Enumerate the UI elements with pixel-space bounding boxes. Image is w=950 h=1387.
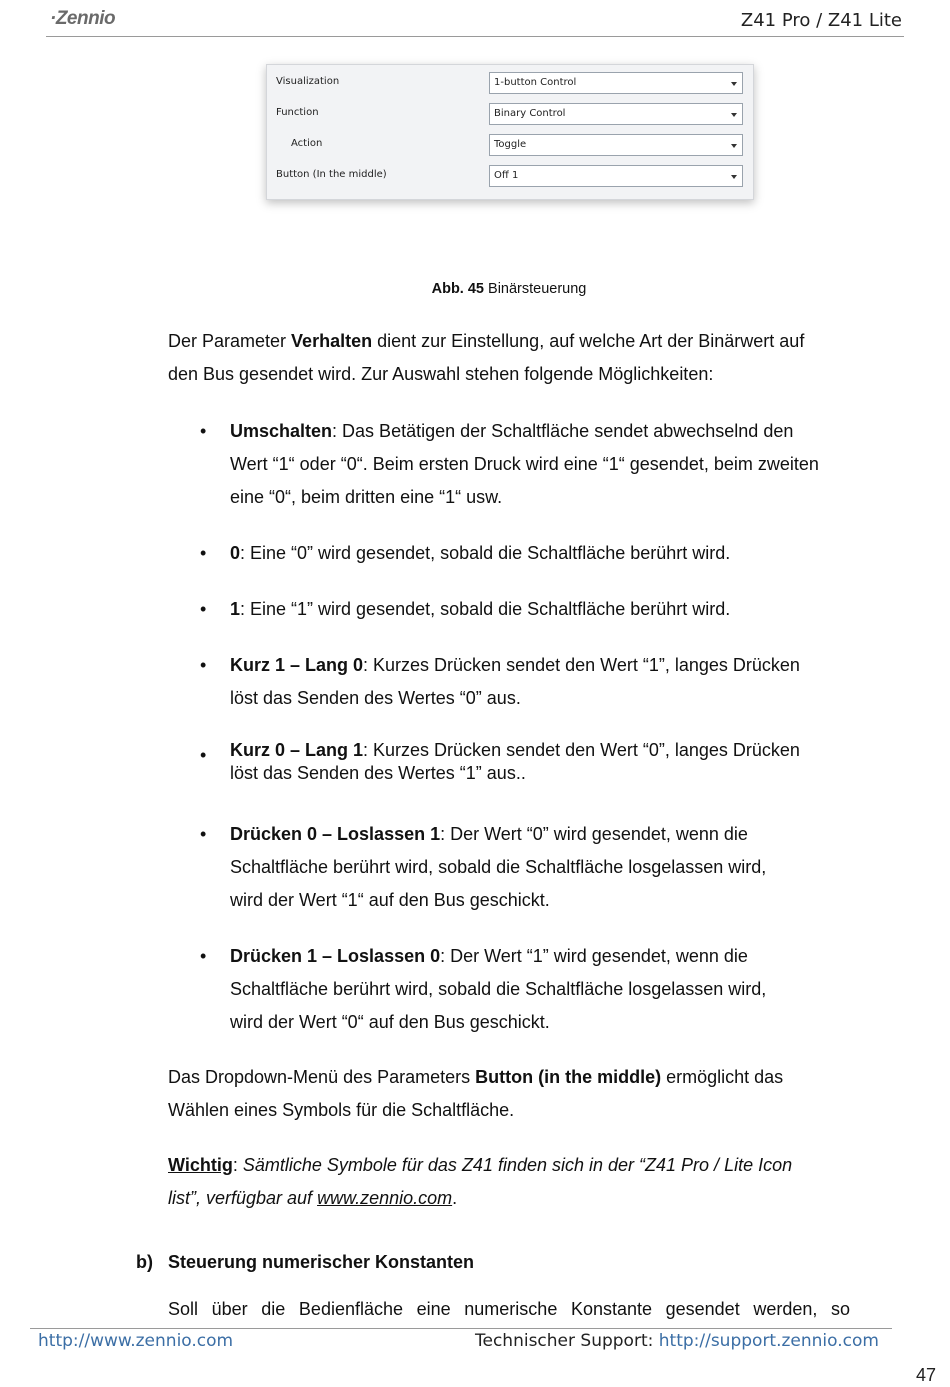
caption-text: Binärsteuerung (484, 281, 587, 297)
important-note-line-1 (168, 1149, 858, 1182)
function-select[interactable] (489, 103, 743, 125)
visualization-label: Visualization (276, 76, 340, 87)
bullet-kurz1-lang0-line-2: löst das Senden des Wertes “0” aus. (230, 688, 521, 708)
section-heading: Steuerung numerischer Konstanten (168, 1252, 475, 1272)
bullet-druecken1-loslassen0 (230, 940, 858, 973)
option-name: Kurz 1 – Lang 0 (230, 655, 364, 675)
param-name-verhalten: Verhalten (291, 331, 373, 351)
param-name-button-middle: Button (in the middle) (475, 1067, 662, 1087)
bullet-umschalten-line-3: eine “0“, beim dritten eine “1“ usw. (230, 487, 503, 507)
bullet-icon: • (200, 655, 207, 675)
action-value: Toggle (494, 139, 527, 150)
text: ermöglicht das (661, 1067, 784, 1087)
bullet-druecken0-loslassen1-line-2: Schaltfläche berührt wird, sobald die Schaltfläche losgelassen wird, (230, 857, 767, 877)
visualization-select[interactable] (489, 72, 743, 94)
action-label: Action (291, 138, 323, 149)
caption-number: Abb. 45 (431, 281, 484, 297)
action-select[interactable] (489, 134, 743, 156)
intro-line-1 (168, 325, 858, 358)
text: : Der Wert “1” wird gesendet, wenn die (440, 946, 748, 966)
bullet-zero (230, 537, 858, 570)
footer-divider (30, 1328, 892, 1329)
option-name: Drücken 0 – Loslassen 1 (230, 824, 441, 844)
bullet-icon: • (200, 421, 207, 441)
text: . (452, 1188, 458, 1208)
section-letter: b) (136, 1252, 153, 1272)
page-number: 47 (915, 1365, 936, 1385)
section-first-line: Soll über die Bedienfläche eine numerische Konstante gesendet werden, so (168, 1299, 850, 1319)
text: : Kurzes Drücken sendet den Wert “1”, langes Drücken (363, 655, 800, 675)
chevron-down-icon (731, 144, 737, 148)
intro-line-2: den Bus gesendet wird. Zur Auswahl stehen folgende Möglichkeiten: (168, 364, 714, 384)
visualization-value: 1-button Control (494, 77, 577, 88)
button-middle-label: Button (In the middle) (276, 169, 387, 180)
text: : Kurzes Drücken sendet den Wert “0”, langes Drücken (363, 740, 800, 760)
bullet-kurz0-lang1-line-2: löst das Senden des Wertes “1” aus.. (230, 763, 526, 783)
support-link[interactable]: http://support.zennio.com (658, 1331, 879, 1351)
bullet-icon: • (200, 946, 207, 966)
text: : (232, 1155, 243, 1175)
text: : Der Wert “0” wird gesendet, wenn die (440, 824, 748, 844)
function-label: Function (276, 107, 319, 118)
bullet-icon: • (200, 599, 207, 619)
parameter-panel-figure (266, 64, 754, 200)
option-name: Drücken 1 – Loslassen 0 (230, 946, 441, 966)
chevron-down-icon (731, 82, 737, 86)
text: list”, verfügbar auf (168, 1188, 318, 1208)
bullet-druecken1-loslassen0-line-2: Schaltfläche berührt wird, sobald die Schaltfläche losgelassen wird, (230, 979, 767, 999)
zennio-website-link[interactable]: www.zennio.com (317, 1188, 453, 1208)
text: dient zur Einstellung, auf welche Art der Binärwert auf (372, 331, 805, 351)
bullet-druecken0-loslassen1 (230, 818, 858, 851)
text: Das Dropdown-Menü des Parameters (168, 1067, 476, 1087)
option-name: Kurz 0 – Lang 1 (230, 740, 364, 760)
important-note-line-2 (168, 1182, 858, 1215)
function-value: Binary Control (494, 108, 566, 119)
zennio-logo: ·Zennio (50, 8, 116, 29)
bullet-icon: • (200, 543, 207, 563)
bullet-one (230, 593, 858, 626)
bullet-kurz0-lang1 (230, 739, 858, 762)
footer-support (475, 1331, 879, 1351)
option-name: 1 (230, 599, 241, 619)
option-name: 0 (230, 543, 241, 563)
bullet-icon: • (200, 824, 207, 844)
button-middle-select[interactable] (489, 165, 743, 187)
bullet-icon: • (200, 745, 207, 765)
text: : Eine “1” wird gesendet, sobald die Schaltfläche berührt wird. (240, 599, 731, 619)
important-label: Wichtig (168, 1155, 233, 1175)
bullet-kurz1-lang0 (230, 649, 858, 682)
bullet-druecken0-loslassen1-line-3: wird der Wert “1“ auf den Bus geschickt. (230, 890, 550, 910)
chevron-down-icon (731, 113, 737, 117)
dropdown-para-line-1 (168, 1061, 858, 1094)
document-title: Z41 Pro / Z41 Lite (740, 10, 902, 31)
text: : Eine “0” wird gesendet, sobald die Schaltfläche berührt wird. (240, 543, 731, 563)
text: : Das Betätigen der Schaltfläche sendet abwechselnd den (332, 421, 794, 441)
text: Sämtliche Symbole für das Z41 finden sich in der “Z41 Pro / Lite Icon (242, 1155, 793, 1175)
option-name: Umschalten (230, 421, 333, 441)
dropdown-para-line-2: Wählen eines Symbols für die Schaltfläche. (168, 1100, 515, 1120)
footer-website-link[interactable]: http://www.zennio.com (38, 1331, 234, 1351)
text: Der Parameter (168, 331, 292, 351)
header-divider (46, 36, 904, 37)
figure-caption (0, 281, 950, 297)
bullet-umschalten (230, 415, 858, 448)
chevron-down-icon (731, 175, 737, 179)
bullet-druecken1-loslassen0-line-3: wird der Wert “0“ auf den Bus geschickt. (230, 1012, 550, 1032)
support-label: Technischer Support: (475, 1331, 659, 1351)
bullet-umschalten-line-2: Wert “1“ oder “0“. Beim ersten Druck wird eine “1“ gesendet, beim zweiten (230, 454, 819, 474)
button-middle-value: Off 1 (494, 170, 519, 181)
